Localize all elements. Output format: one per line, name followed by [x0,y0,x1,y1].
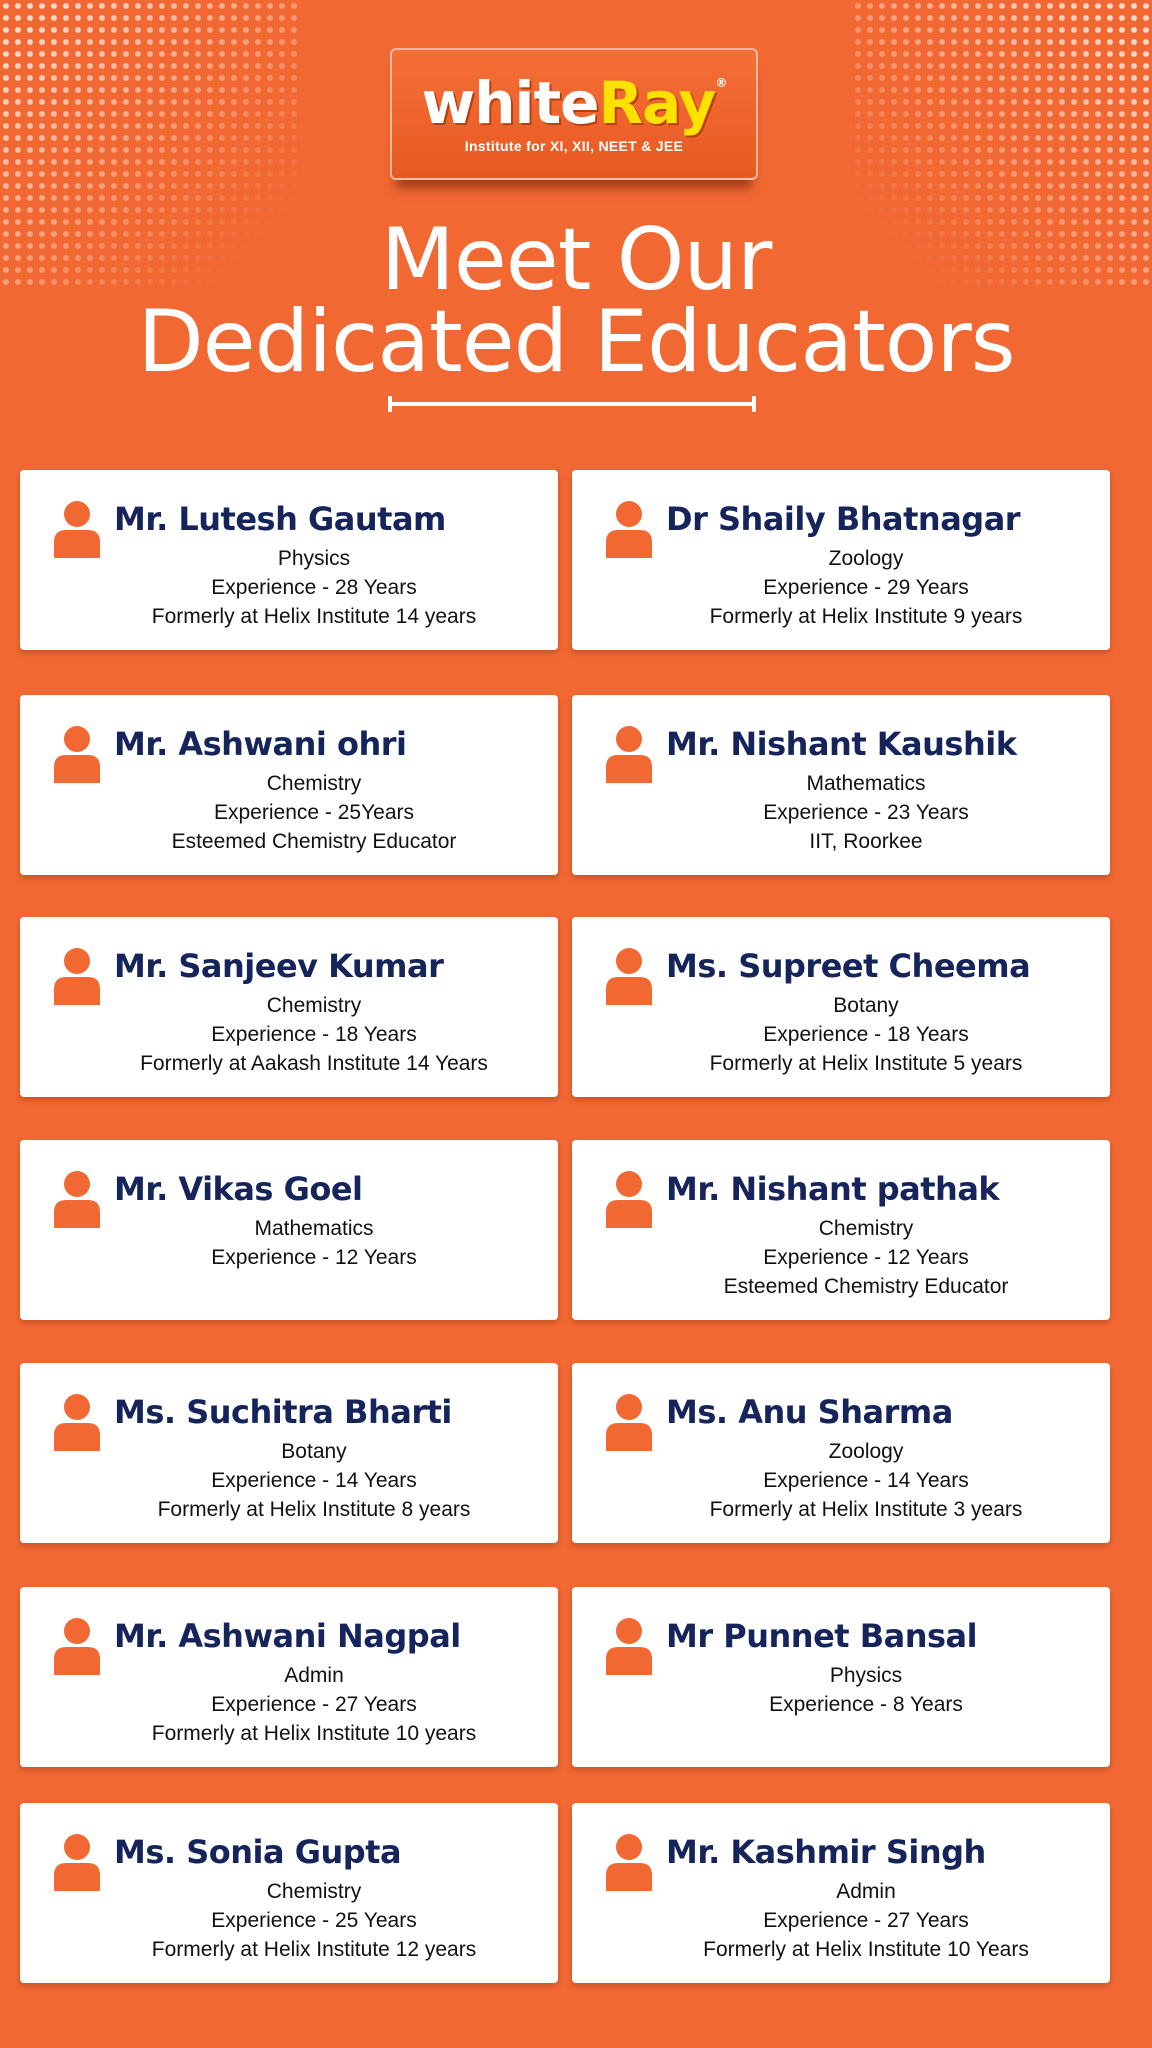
educator-card [572,1587,1110,1767]
educator-name: Mr. Sanjeev Kumar [114,947,444,985]
educator-subject: Admin [836,1880,896,1903]
educator-experience: Experience - 25 Years [211,1909,417,1932]
educator-experience: Experience - 12 Years [211,1246,417,1269]
educator-details [632,1437,1100,1524]
page-title-line2: Dedicated Educators [137,292,1015,392]
educator-details [80,769,548,856]
educator-details [632,991,1100,1078]
educator-subject: Botany [833,994,899,1017]
educator-card [20,470,558,650]
educator-name: Mr. Ashwani ohri [114,725,407,763]
educator-name: Dr Shaily Bhatnagar [666,500,1021,538]
educator-details [80,1437,548,1524]
educator-note: Formerly at Helix Institute 3 years [709,1498,1023,1521]
educator-details [80,1214,548,1272]
educator-details [632,769,1100,856]
educator-experience: Experience - 28 Years [211,576,417,599]
educator-card [572,1140,1110,1320]
educator-note: Formerly at Helix Institute 10 years [151,1722,477,1745]
educator-experience: Experience - 14 Years [763,1469,969,1492]
educator-experience: Experience - 27 Years [763,1909,969,1932]
educator-details [80,991,548,1078]
educator-card [20,1587,558,1767]
educator-subject: Zoology [828,547,904,570]
title-divider [388,402,756,406]
educator-details [632,1661,1100,1719]
logo-text-white: whi [421,69,534,137]
educator-subject: Mathematics [254,1217,374,1240]
logo-text-white-2: te [533,69,599,137]
educator-details [80,1661,548,1748]
educator-experience: Experience - 18 Years [211,1023,417,1046]
educator-note: Formerly at Helix Institute 9 years [709,605,1023,628]
educator-card [20,1363,558,1543]
educator-card [572,1363,1110,1543]
logo-wordmark [392,69,756,137]
educator-details [80,1877,548,1964]
educator-name: Ms. Sonia Gupta [114,1833,402,1871]
educator-name: Mr. Nishant Kaushik [666,725,1017,763]
educator-experience: Experience - 23 Years [763,801,969,824]
educator-experience: Experience - 29 Years [763,576,969,599]
educator-note: Esteemed Chemistry Educator [171,830,457,853]
logo-text-yellow: Ray [598,69,716,137]
logo-tagline: Institute for XI, XII, NEET & JEE [464,138,684,154]
educator-note: Formerly at Helix Institute 10 Years [703,1938,1029,1961]
educator-experience: Experience - 27 Years [211,1693,417,1716]
educator-subject: Botany [281,1440,347,1463]
educator-details [80,544,548,631]
educator-name: Mr. Nishant pathak [666,1170,1000,1208]
educator-card [20,917,558,1097]
educator-note: Formerly at Helix Institute 12 years [151,1938,477,1961]
educator-note: Formerly at Helix Institute 14 years [151,605,477,628]
educator-name: Ms. Suchitra Bharti [114,1393,452,1431]
educator-name: Ms. Anu Sharma [666,1393,953,1431]
educator-details [632,544,1100,631]
educator-details [632,1214,1100,1301]
page-title-line1: Meet Our [380,210,772,310]
educator-note: Esteemed Chemistry Educator [723,1275,1009,1298]
educator-name: Mr. Lutesh Gautam [114,500,446,538]
educator-subject: Admin [284,1664,344,1687]
educator-experience: Experience - 14 Years [211,1469,417,1492]
educator-card [572,470,1110,650]
educator-card [20,1140,558,1320]
educator-name: Mr Punnet Bansal [666,1617,978,1655]
educator-card [20,695,558,875]
educator-subject: Physics [277,547,351,570]
educator-name: Ms. Supreet Cheema [666,947,1031,985]
whiteray-logo [390,48,758,180]
educator-subject: Physics [829,1664,903,1687]
educator-name: Mr. Kashmir Singh [666,1833,986,1871]
educator-subject: Chemistry [266,1880,362,1903]
educator-card [572,917,1110,1097]
educator-experience: Experience - 18 Years [763,1023,969,1046]
educator-card [20,1803,558,1983]
educator-note: IIT, Roorkee [809,830,923,853]
educator-subject: Chemistry [266,994,362,1017]
educator-experience: Experience - 8 Years [769,1693,963,1716]
educator-experience: Experience - 12 Years [763,1246,969,1269]
educator-subject: Zoology [828,1440,904,1463]
registered-icon: ® [715,76,727,90]
educator-card [572,1803,1110,1983]
educator-note: Formerly at Aakash Institute 14 Years [140,1052,488,1075]
educator-subject: Mathematics [806,772,926,795]
educator-subject: Chemistry [818,1217,914,1240]
educator-experience: Experience - 25Years [213,801,414,824]
educator-name: Mr. Ashwani Nagpal [114,1617,461,1655]
educator-note: Formerly at Helix Institute 8 years [157,1498,471,1521]
educator-subject: Chemistry [266,772,362,795]
educator-note: Formerly at Helix Institute 5 years [709,1052,1023,1075]
educator-card [572,695,1110,875]
educator-details [632,1877,1100,1964]
educator-name: Mr. Vikas Goel [114,1170,363,1208]
